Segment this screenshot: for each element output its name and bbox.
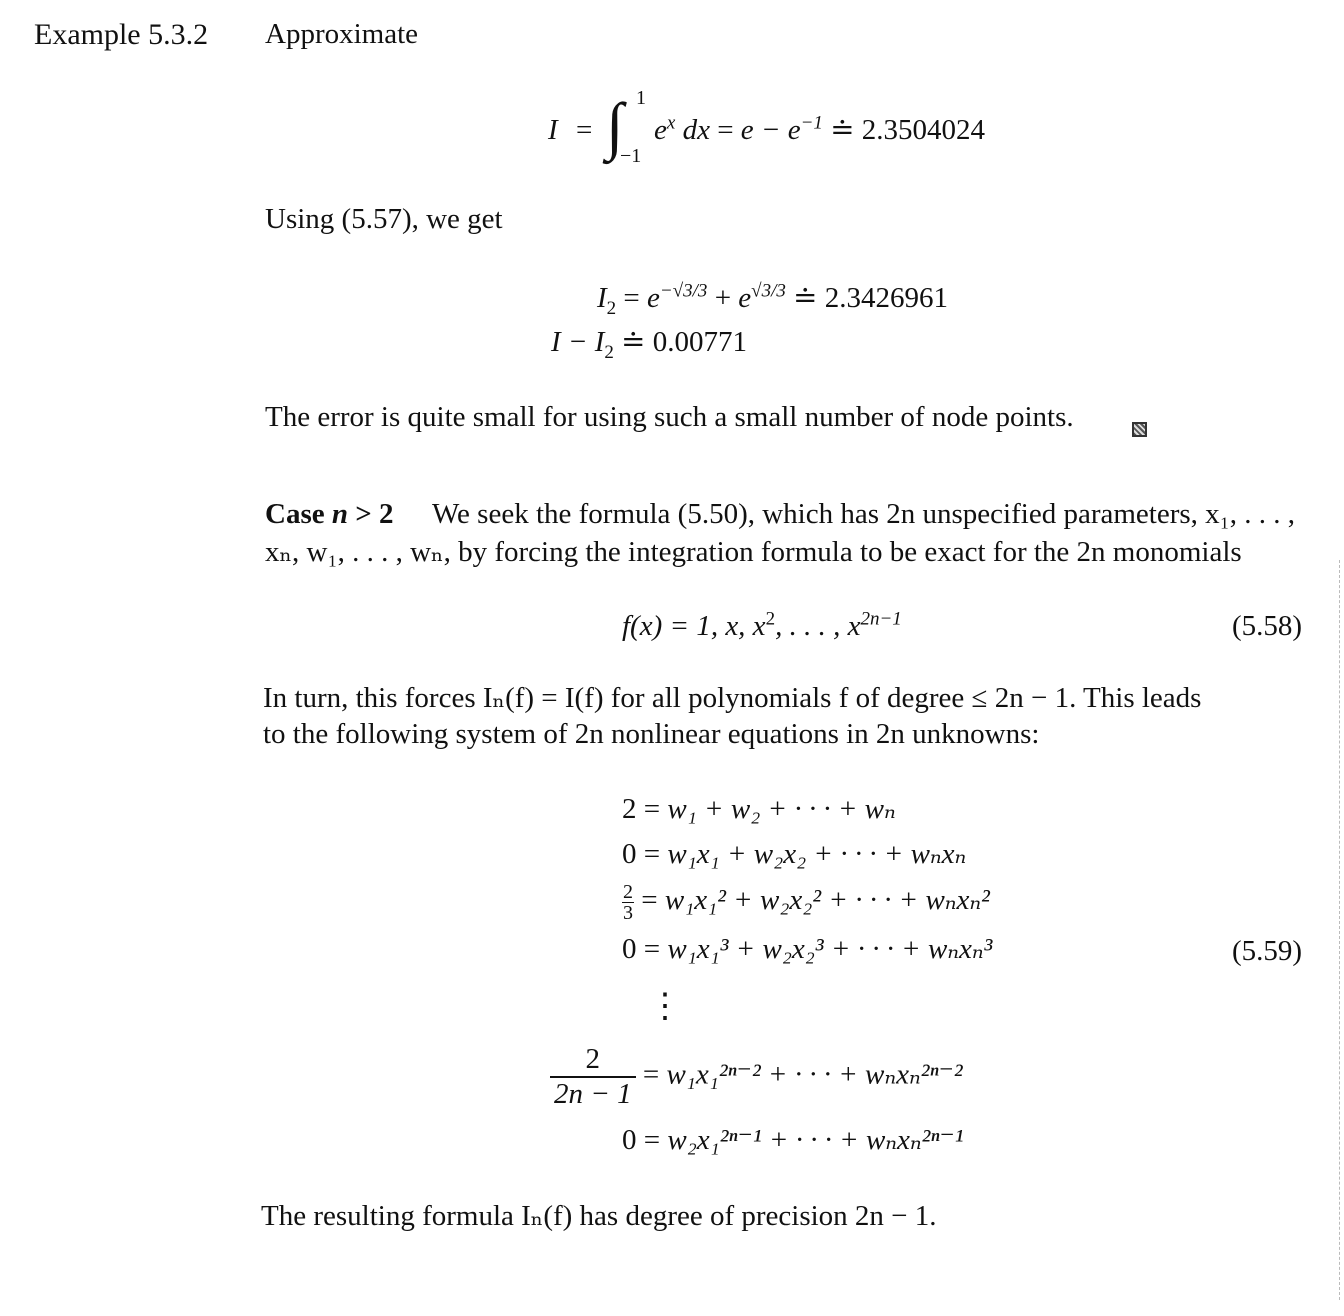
integrand: e	[654, 114, 667, 146]
equation-5-58-number: (5.58)	[1232, 610, 1303, 642]
system-row-1-lhs: 2	[622, 793, 637, 825]
integral-sign: ∫	[606, 90, 624, 161]
error-equation: $I - I_2$ ≐ 0.00771	[551, 326, 747, 363]
case-line-1: We seek the formula (5.50), which has 2n unspecified parameters, x₁, . . . ,	[432, 498, 1296, 530]
system-row-2: 0 = w₁x₁ + w₂x₂ + · · · + wₙxₙ	[622, 838, 967, 870]
integral-closed-form: e − e	[740, 114, 801, 146]
system-row-3-lhs: $\frac{2}{3}$	[623, 881, 633, 924]
i2-term2: e	[738, 282, 752, 314]
error-lhs: I − I	[551, 326, 605, 358]
system-row-5-rhs: w₁x₁²ⁿ⁻² + · · · + wₙxₙ²ⁿ⁻²	[666, 1058, 963, 1091]
i2-approx: 2.3426961	[824, 282, 948, 314]
equation-5-58: f(x) = 1, x, $x^2$, . . . , $x^{2n-1}$	[622, 608, 902, 642]
example-label: Example 5.3.2	[34, 18, 209, 51]
integral-approx: 2.3504024	[861, 114, 985, 146]
system-row-4: 0 = w₁x₁³ + w₂x₂³ + · · · + wₙxₙ³	[622, 933, 993, 965]
case-heading: Case n > 2	[265, 498, 394, 530]
i2-term2-exponent: √3/3	[751, 280, 786, 302]
using-text: Using (5.57), we get	[265, 203, 503, 235]
turn-line-1: In turn, this forces Iₙ(f) = I(f) for all polynomials f of degree ≤ 2n − 1. This leads	[263, 682, 1202, 714]
system-row-2-lhs: 0	[622, 838, 637, 870]
integral-dx: dx	[682, 114, 710, 146]
system-row-5: $\frac{2}{2n - 1}$ = w₁x₁²ⁿ⁻² + · · · + wₙxₙ²ⁿ⁻²	[550, 1045, 963, 1109]
i2-term1-exponent: −√3/3	[659, 280, 708, 302]
integral-lower-limit: −1	[620, 145, 642, 167]
system-row-6: 0 = w₂x₁²ⁿ⁻¹ + · · · + wₙxₙ²ⁿ⁻¹	[622, 1124, 964, 1156]
error-remark: The error is quite small for using such a small number of node points.	[265, 401, 1074, 433]
system-row-5-lhs: $\frac{2}{2n - 1}$	[550, 1045, 636, 1109]
system-row-3: $\frac{2}{3}$ = w₁x₁² + w₂x₂² + · · · + wₙxₙ²	[623, 881, 990, 924]
integral-upper-limit: 1	[636, 87, 646, 109]
turn-line-2: to the following system of 2n nonlinear equations in 2n unknowns:	[263, 718, 1040, 750]
integral-closed-form-exponent: −1	[800, 112, 823, 134]
i2-equation: $I_2 = e^{-√3/3} + e^{√3/3}$ ≐ 2.3426961	[597, 280, 948, 319]
error-approx: 0.00771	[652, 326, 747, 358]
equation-5-59-number: (5.59)	[1232, 935, 1303, 967]
system-row-4-rhs: w₁x₁³ + w₂x₂³ + · · · + wₙxₙ³	[667, 933, 993, 965]
case-line-2: xₙ, w₁, . . . , wₙ, by forcing the integration formula to be exact for the 2n monomials	[265, 536, 1242, 568]
integral-lhs: I	[548, 114, 558, 146]
i2-lhs: I	[597, 282, 607, 314]
system-row-1-rhs: w₁ + w₂ + · · · + wₙ	[667, 793, 896, 825]
page-edge-shadow	[1337, 560, 1340, 1300]
system-row-6-rhs: w₂x₁²ⁿ⁻¹ + · · · + wₙxₙ²ⁿ⁻¹	[667, 1124, 964, 1156]
system-row-1: 2 = w₁ + w₂ + · · · + wₙ	[622, 793, 896, 825]
i2-term1: e	[647, 282, 660, 314]
system-row-2-rhs: w₁x₁ + w₂x₂ + · · · + wₙxₙ	[667, 838, 967, 870]
system-vdots: ⋮	[648, 988, 682, 1025]
system-row-3-rhs: w₁x₁² + w₂x₂² + · · · + wₙxₙ²	[664, 884, 990, 917]
integrand-exponent: x	[666, 112, 676, 134]
example-intro: Approximate	[265, 18, 419, 50]
system-row-6-lhs: 0	[622, 1124, 637, 1156]
system-row-4-lhs: 0	[622, 933, 637, 965]
end-of-example-icon	[1132, 414, 1147, 443]
conclusion-text: The resulting formula Iₙ(f) has degree of precision 2n − 1.	[261, 1200, 937, 1232]
